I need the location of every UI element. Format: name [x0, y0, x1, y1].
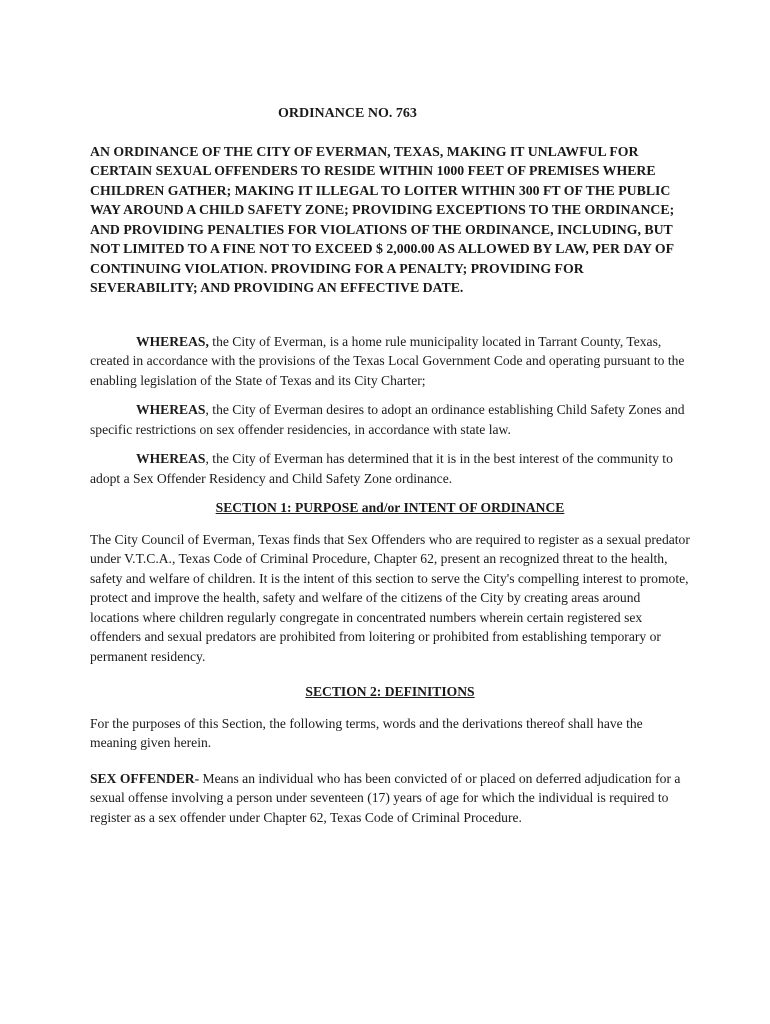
- whereas-clause-3: [90, 449, 690, 488]
- whereas-lead: WHEREAS: [136, 402, 206, 417]
- definition-text: Means an individual who has been convicted of or placed on deferred adjudication for a sexual offense involving a person under seventeen (17) years of age for which the individual is required to register as a sex offender under Chapter 62, Texas Code of Criminal Procedure.: [90, 770, 681, 825]
- section-2-intro: For the purposes of this Section, the following terms, words and the derivations thereof shall have the meaning given herein.: [90, 715, 643, 750]
- section-1-text: The City Council of Everman, Texas finds that Sex Offenders who are required to register as a sexual predator under V.T.C.A., Texas Code of Criminal Procedure, Chapter 62, present an recognized threat to the health, safety and welfare of children. It is the intent of this section to serve the City's compelling interest to promote, protect and improve the health, safety and welfare of the citizens of the City by creating areas around locations where children regularly congregate in concentrated numbers wherein certain registered sex offenders and sexual predators are prohibited from loitering or prohibited from establishing temporary or permanent residency.: [90, 531, 690, 664]
- whereas-text: , the City of Everman has determined that it is in the best interest of the community to adopt a Sex Offender Residency and Child Safety Zone ordinance.: [90, 451, 673, 486]
- whereas-clause-1: [90, 332, 690, 391]
- ordinance-caption: AN ORDINANCE OF THE CITY OF EVERMAN, TEXAS, MAKING IT UNLAWFUL FOR CERTAIN SEXUAL OFFENDERS TO RESIDE WITHIN 1000 FEET OF PREMISES WHERE CHILDREN GATHER; MAKING IT ILLEGAL TO LOITER WITHIN 300 FT OF THE PUBLIC WAY AROUND A CHILD SAFETY ZONE; PROVIDING EXCEPTIONS TO THE ORDINANCE; AND PROVIDING PENALTIES FOR VIOLATIONS OF THE ORDINANCE, INCLUDING, BUT NOT LIMITED TO A FINE NOT TO EXCEED $ 2,000.00 AS ALLOWED BY LAW, PER DAY OF CONTINUING VIOLATION. PROVIDING FOR A PENALTY; PROVIDING FOR SEVERABILITY; AND PROVIDING AN EFFECTIVE DATE.: [90, 143, 675, 295]
- whereas-lead: WHEREAS: [136, 451, 206, 466]
- section-2-heading: SECTION 2: DEFINITIONS: [305, 684, 475, 699]
- ordinance-title: ORDINANCE NO. 763: [278, 106, 417, 121]
- section-1-heading: SECTION 1: PURPOSE and/or INTENT OF ORDINANCE: [215, 500, 565, 515]
- definition-term: SEX OFFENDER-: [90, 770, 200, 786]
- whereas-text: , the City of Everman desires to adopt an ordinance establishing Child Safety Zones and specific restrictions on sex offender residencies, in accordance with state law.: [90, 402, 685, 437]
- whereas-clause-2: [90, 400, 690, 439]
- document-page: [90, 104, 690, 843]
- whereas-text: the City of Everman, is a home rule municipality located in Tarrant County, Texas, created in accordance with the provisions of the Texas Local Government Code and operating pursuant to the enabling legislation of the State of Texas and its City Charter;: [90, 333, 685, 388]
- definition-sex-offender: [90, 769, 690, 828]
- whereas-lead: WHEREAS,: [136, 333, 209, 349]
